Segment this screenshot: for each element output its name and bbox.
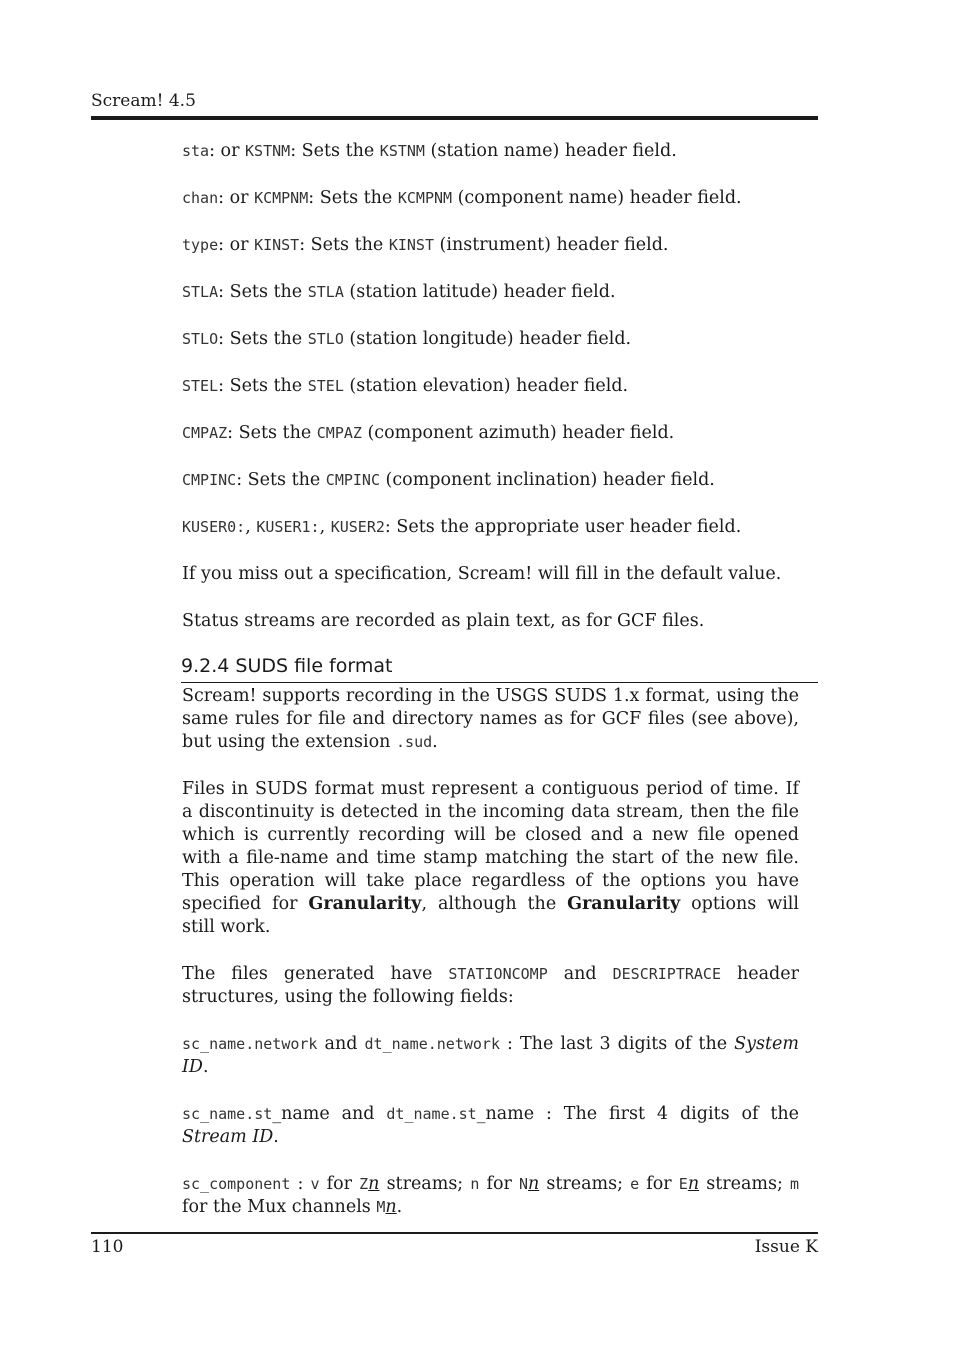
- text: for: [319, 1174, 360, 1194]
- code-term: KCMPNM: [397, 189, 453, 207]
- code-term: CMPINC: [182, 471, 237, 489]
- code-term: chan: [182, 189, 219, 207]
- code-term: STLO: [182, 330, 219, 348]
- code-term: STEL: [182, 377, 219, 395]
- def-stlo: [182, 328, 799, 351]
- code-term: KINST: [388, 236, 434, 254]
- italic-term: n: [385, 1197, 397, 1217]
- code-term: Z: [359, 1175, 369, 1193]
- code-term: DESCRIPTRACE: [612, 965, 721, 983]
- text: : Sets the: [227, 423, 317, 443]
- text: _name : The first 4 digits of the: [476, 1104, 800, 1124]
- field-network: [182, 1033, 799, 1079]
- code-term: E: [678, 1175, 688, 1193]
- section-heading: 9.2.4 SUDS file format: [181, 655, 818, 683]
- text: streams;: [539, 1174, 631, 1194]
- code-term: dt_name.st: [386, 1105, 477, 1123]
- field-component: [182, 1173, 799, 1219]
- def-chan: [182, 187, 799, 210]
- code-term: sc_component: [182, 1175, 291, 1193]
- code-term: STATIONCOMP: [448, 965, 548, 983]
- header-rule: [91, 116, 818, 120]
- def-sta: [182, 140, 799, 163]
- code-term: dt_name.network: [364, 1035, 500, 1053]
- code-term: CMPAZ: [316, 424, 362, 442]
- footer-rule: [91, 1232, 818, 1234]
- text: (station name) header field.: [424, 141, 677, 161]
- section-body: [182, 685, 799, 1219]
- code-term: type: [182, 236, 219, 254]
- text: options will still work.: [182, 894, 799, 937]
- text: ,: [245, 517, 257, 537]
- text: (station latitude) header field.: [343, 282, 616, 302]
- text: .: [396, 1197, 403, 1217]
- bold-term: Granularity: [308, 894, 422, 914]
- text: : Sets the: [236, 470, 326, 490]
- text: and: [317, 1034, 365, 1054]
- text: and: [547, 964, 613, 984]
- code-term: sta: [182, 142, 210, 160]
- body-text: [182, 140, 799, 1243]
- italic-term: n: [368, 1174, 380, 1194]
- code-term: e: [630, 1175, 640, 1193]
- def-cmpaz: [182, 422, 799, 445]
- def-stla: [182, 281, 799, 304]
- page-number: 110: [91, 1237, 124, 1257]
- code-term: KCMPNM: [254, 189, 309, 207]
- code-term: KSTNM: [245, 142, 291, 160]
- text: (component name) header field.: [452, 188, 742, 208]
- text: for: [639, 1174, 679, 1194]
- text: : Sets the: [218, 376, 308, 396]
- code-term: KUSER1:: [256, 518, 320, 536]
- text: (component azimuth) header field.: [361, 423, 675, 443]
- code-term: m: [789, 1175, 800, 1193]
- code-term: N: [518, 1175, 528, 1193]
- text: (instrument) header field.: [433, 235, 669, 255]
- code-term: STLO: [307, 330, 344, 348]
- running-header: Scream! 4.5: [91, 91, 196, 111]
- code-term: sc_name.st: [182, 1105, 273, 1123]
- text: : The last 3 digits of the: [499, 1034, 735, 1054]
- text: ,: [319, 517, 331, 537]
- code-term: CMPINC: [325, 471, 380, 489]
- italic-term: Stream ID: [182, 1127, 274, 1147]
- bold-term: Granularity: [567, 894, 681, 914]
- text: for the Mux channels: [182, 1197, 377, 1217]
- code-term: CMPAZ: [182, 424, 228, 442]
- def-kuser: [182, 516, 799, 539]
- text: streams;: [699, 1174, 790, 1194]
- code-term: v: [310, 1175, 320, 1193]
- text: streams;: [379, 1174, 471, 1194]
- text: Files in SUDS format must represent a contiguous period of time. If a discontinuity is detected in the incoming data stream, then the file which is currently recording will be closed and a new file opened with a file-name and time stamp matching the start of the new file. This operation will take place regardless of the options you have specified for: [182, 779, 799, 914]
- italic-term: n: [528, 1174, 540, 1194]
- text: (station longitude) header field.: [343, 329, 632, 349]
- text: : Sets the: [218, 329, 308, 349]
- text: .: [432, 732, 438, 752]
- code-term: KUSER0:: [182, 518, 246, 536]
- def-cmpinc: [182, 469, 799, 492]
- text: .: [273, 1127, 279, 1147]
- text: : Sets the: [299, 235, 389, 255]
- para-suds-intro: [182, 685, 799, 754]
- code-term: .sud: [396, 733, 433, 751]
- text: _name and: [272, 1104, 387, 1124]
- para-status: Status streams are recorded as plain text, as for GCF files.: [182, 611, 705, 631]
- code-term: STLA: [307, 283, 344, 301]
- text: Scream! supports recording in the USGS SUDS 1.x format, using the same rules for file and directory names as for GCF files (see above), but using the extension: [182, 686, 799, 752]
- code-term: KUSER2: [330, 518, 385, 536]
- text: for: [479, 1174, 519, 1194]
- code-term: M: [376, 1198, 386, 1216]
- field-stname: [182, 1103, 799, 1149]
- text: : or: [218, 235, 255, 255]
- text: :: [290, 1174, 311, 1194]
- text: The files generated have: [182, 964, 449, 984]
- text: : or: [209, 141, 246, 161]
- text: (component inclination) header field.: [379, 470, 715, 490]
- text: : Sets the appropriate user header field.: [384, 517, 742, 537]
- code-term: STEL: [307, 377, 344, 395]
- para-default: If you miss out a specification, Scream! will fill in the default value.: [182, 564, 782, 584]
- code-term: STLA: [182, 283, 219, 301]
- text: : Sets the: [290, 141, 380, 161]
- code-term: KSTNM: [379, 142, 425, 160]
- text: .: [202, 1057, 209, 1077]
- text: (station elevation) header field.: [343, 376, 629, 396]
- para-suds-contiguous: [182, 778, 799, 939]
- issue-label: Issue K: [754, 1237, 818, 1257]
- def-stel: [182, 375, 799, 398]
- text: header structures, using the following fields:: [182, 964, 799, 1007]
- code-term: n: [470, 1175, 480, 1193]
- italic-term: n: [687, 1174, 700, 1194]
- text: : Sets the: [218, 282, 308, 302]
- para-suds-headers: [182, 963, 799, 1009]
- code-term: KINST: [254, 236, 300, 254]
- text: : or: [218, 188, 255, 208]
- def-type: [182, 234, 799, 257]
- text: : Sets the: [308, 188, 398, 208]
- text: , although the: [421, 894, 568, 914]
- code-term: sc_name.network: [182, 1035, 318, 1053]
- italic-term: System ID: [182, 1034, 799, 1077]
